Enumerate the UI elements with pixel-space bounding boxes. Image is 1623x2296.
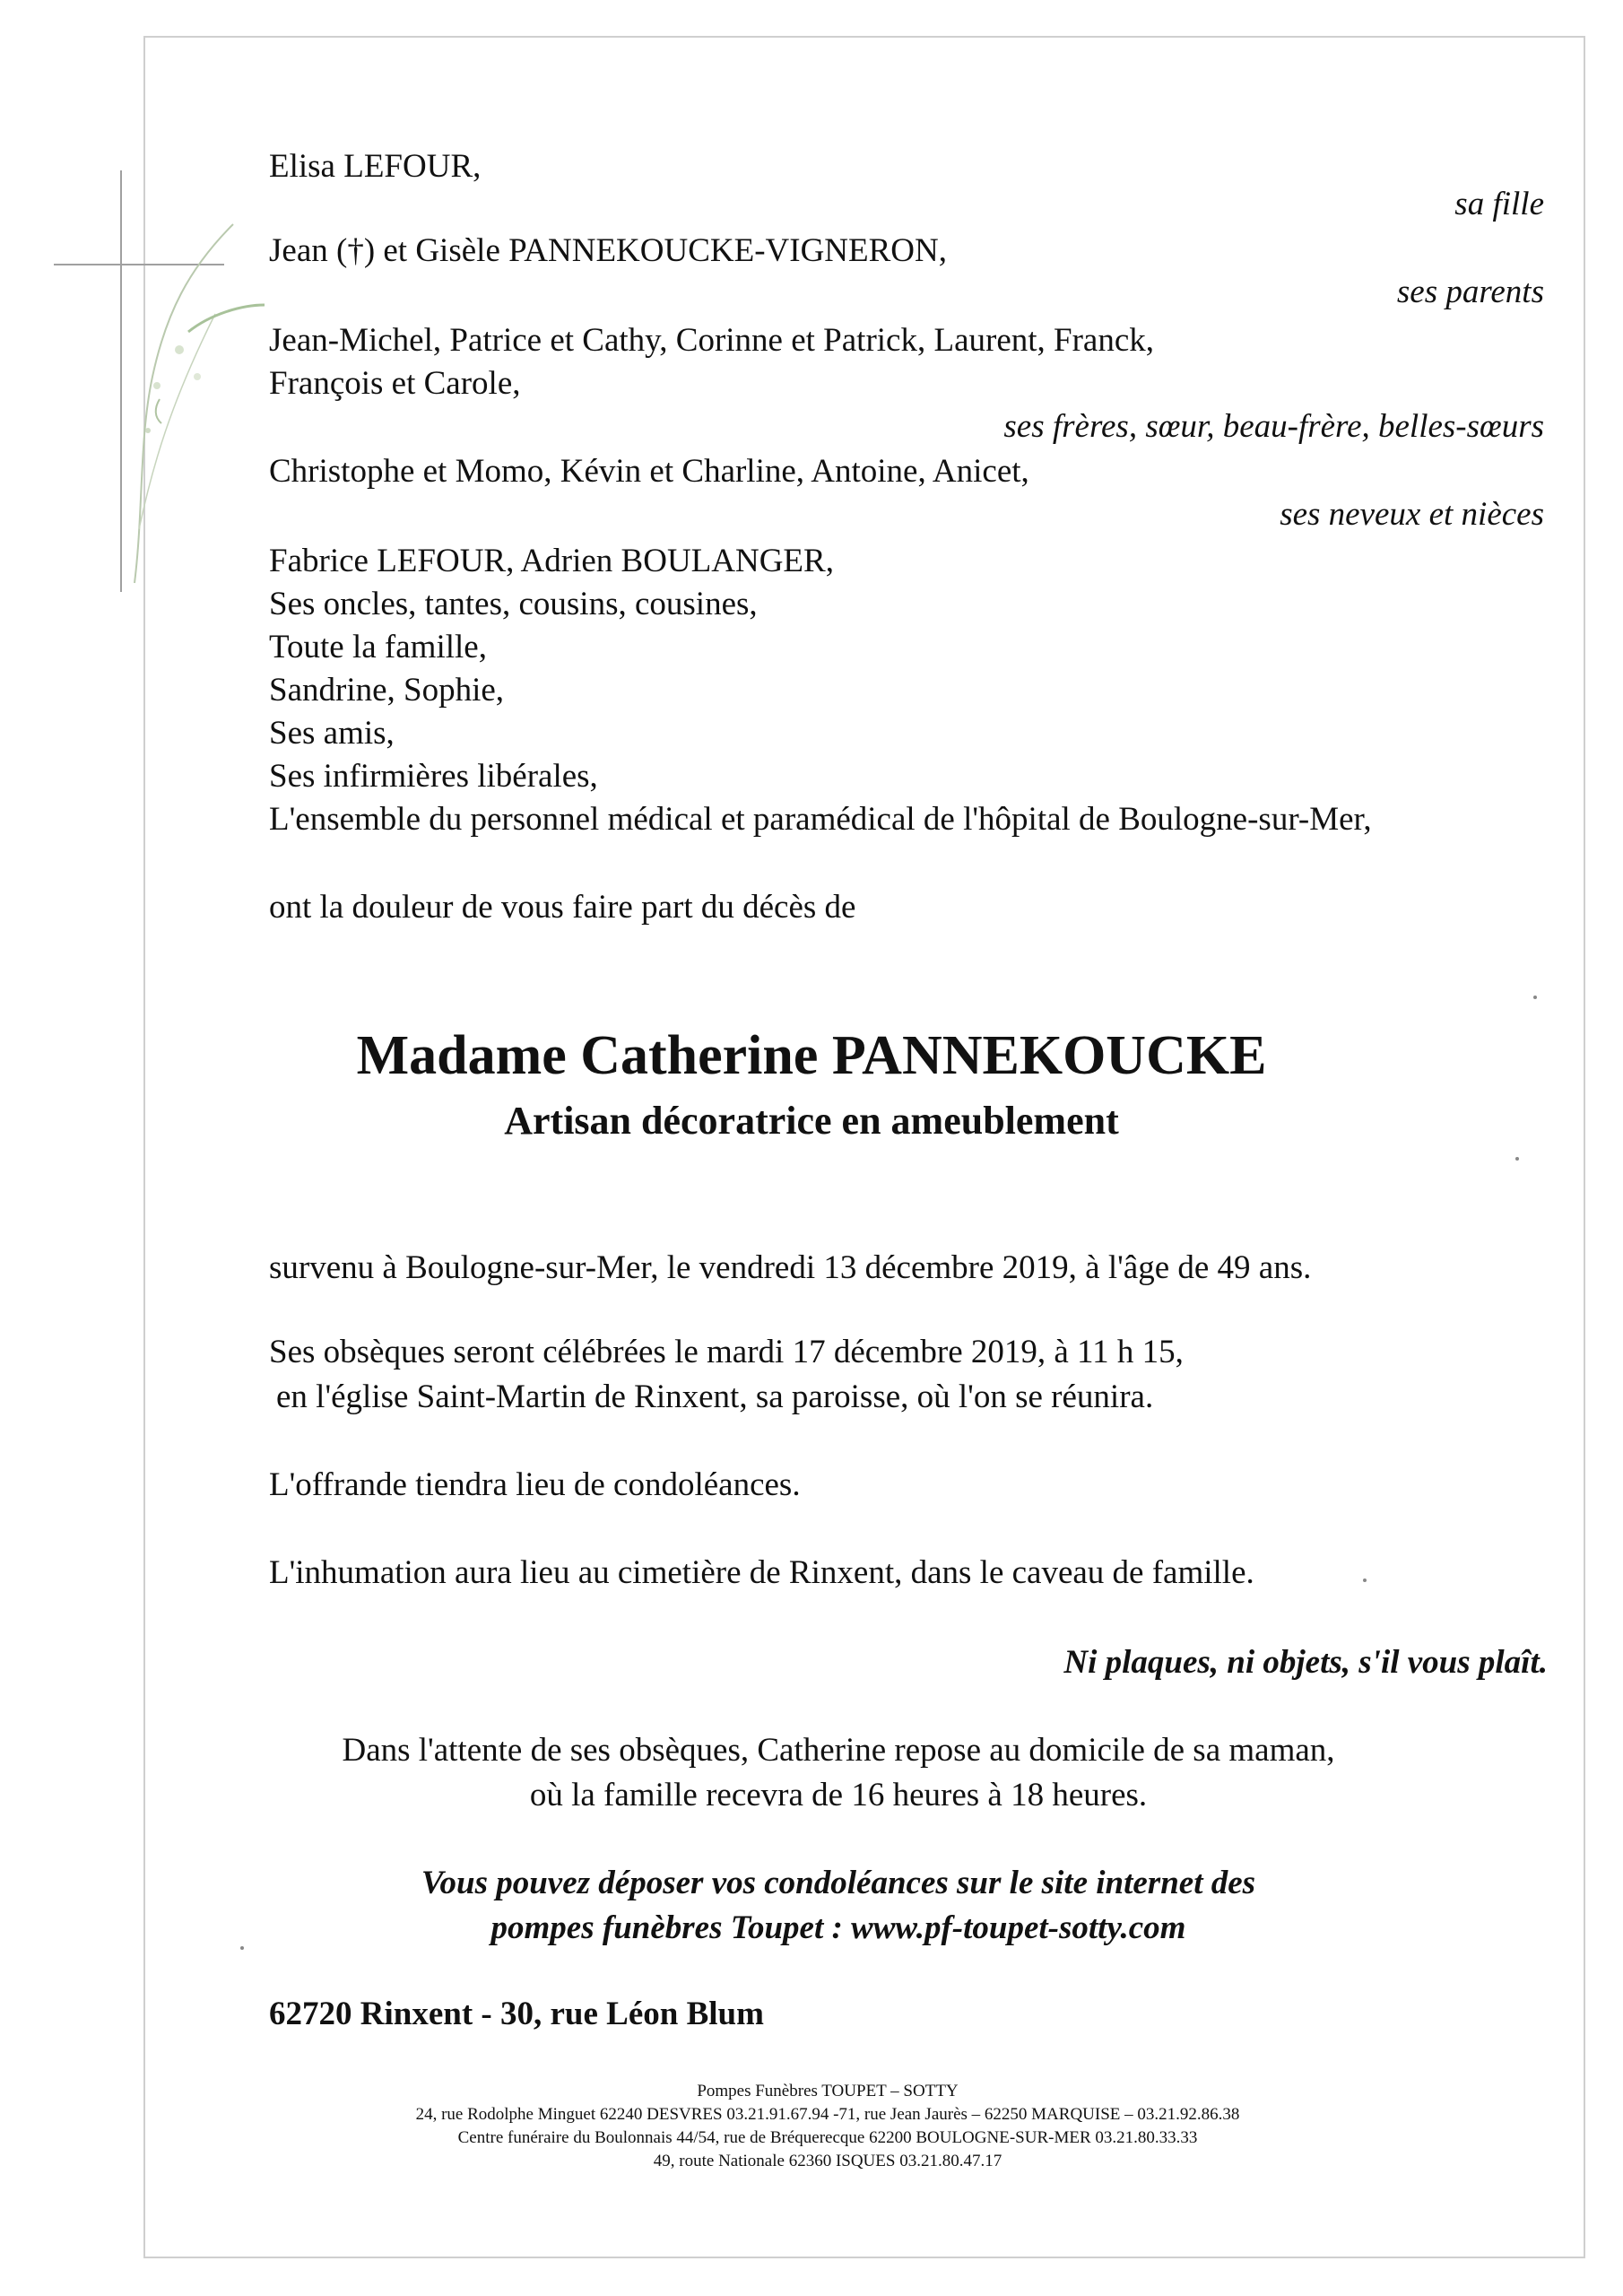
parents-name: Jean (†) et Gisèle PANNEKOUCKE-VIGNERON, [269, 232, 947, 269]
scan-speck [1533, 996, 1537, 999]
siblings-line-2: François et Carole, [269, 365, 521, 402]
cross-flower-icon [54, 170, 278, 592]
daughter-name: Elisa LEFOUR, [269, 148, 482, 185]
scan-speck [1515, 1157, 1519, 1161]
footer-line-2: Centre funéraire du Boulonnais 44/54, rue de Bréquerecque 62200 BOULOGNE-SUR-MER 03.21.80.33.33 [457, 2128, 1198, 2147]
deceased-occupation: Artisan décoratrice en ameublement [504, 1099, 1119, 1143]
footer-line-3: 49, route Nationale 62360 ISQUES 03.21.80.47.17 [653, 2152, 1002, 2170]
nephews-relation: ses neveux et nièces [1280, 496, 1544, 533]
rest-line-1: Dans l'attente de ses obsèques, Catherine repose au domicile de sa maman, [342, 1732, 1335, 1769]
family-member-line: Ses infirmières libérales, [269, 758, 598, 795]
death-details: survenu à Boulogne-sur-Mer, le vendredi 13 décembre 2019, à l'âge de 49 ans. [269, 1249, 1312, 1286]
address-text: 62720 Rinxent - 30, rue Léon Blum [269, 1996, 764, 2032]
offering-text: L'offrande tiendra lieu de condoléances. [269, 1466, 801, 1503]
nephews-names: Christophe et Momo, Kévin et Charline, Antoine, Anicet, [269, 453, 1029, 490]
family-member-line: L'ensemble du personnel médical et paramédical de l'hôpital de Boulogne-sur-Mer, [269, 801, 1372, 838]
daughter-relation: sa fille [1454, 186, 1544, 222]
rest-line-2: où la famille recevra de 16 heures à 18 heures. [529, 1777, 1148, 1813]
family-member-line: Sandrine, Sophie, [269, 672, 505, 709]
family-member-line: Toute la famille, [269, 629, 487, 665]
family-member-line: Fabrice LEFOUR, Adrien BOULANGER, [269, 543, 834, 579]
funeral-line-1: Ses obsèques seront célébrées le mardi 17 décembre 2019, à 11 h 15, [269, 1334, 1184, 1370]
footer-line-1: 24, rue Rodolphe Minguet 62240 DESVRES 03.21.91.67.94 -71, rue Jean Jaurès – 62250 MARQUISE – 03.21.92.86.38 [415, 2105, 1240, 2124]
condolences-line-2: pompes funèbres Toupet : www.pf-toupet-sotty.com [490, 1909, 1186, 1946]
announcement-text: ont la douleur de vous faire part du décès de [269, 889, 856, 926]
funeral-line-2: en l'église Saint-Martin de Rinxent, sa paroisse, où l'on se réunira. [276, 1378, 1154, 1415]
parents-relation: ses parents [1396, 274, 1544, 310]
condolences-line-1: Vous pouvez déposer vos condoléances sur le site internet des [421, 1865, 1256, 1901]
no-flowers-notice: Ni plaques, ni objets, s'il vous plaît. [1063, 1644, 1548, 1681]
deceased-name: Madame Catherine PANNEKOUCKE [356, 1025, 1267, 1086]
footer-company: Pompes Funèbres TOUPET – SOTTY [697, 2082, 959, 2100]
scan-speck [1363, 1578, 1367, 1582]
family-member-line: Ses amis, [269, 715, 395, 752]
scan-speck [240, 1946, 244, 1950]
siblings-line-1: Jean-Michel, Patrice et Cathy, Corinne et Patrick, Laurent, Franck, [269, 322, 1155, 359]
family-member-line: Ses oncles, tantes, cousins, cousines, [269, 586, 758, 622]
siblings-relation: ses frères, sœur, beau-frère, belles-sœurs [1003, 408, 1544, 445]
burial-text: L'inhumation aura lieu au cimetière de Rinxent, dans le caveau de famille. [269, 1554, 1254, 1591]
